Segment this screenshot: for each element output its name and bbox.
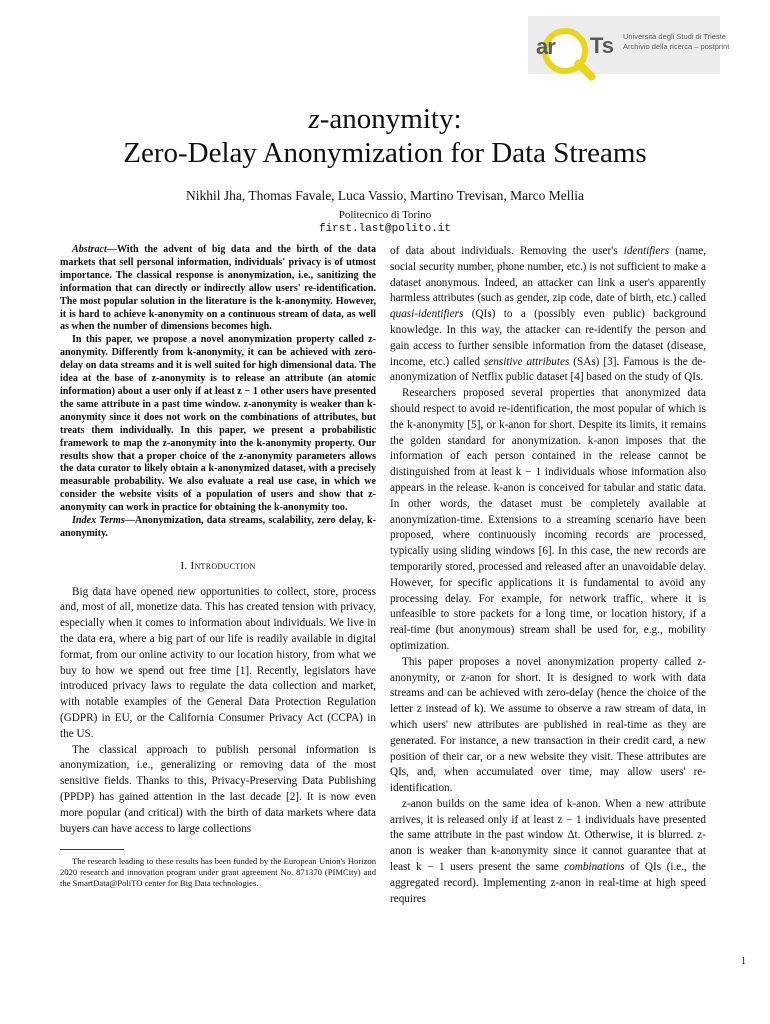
right-column — [390, 244, 706, 907]
author-list: Nikhil Jha, Thomas Favale, Luca Vassio, Martino Trevisan, Marco Mellia — [185, 188, 585, 203]
affiliation: Politecnico di Torino — [338, 209, 432, 221]
right-paragraph-3: This paper proposes a novel anonymization property called z-anonymity, or z-anon for short. It is designed to work with data streams and can be achieved with zero-delay (hence the choice of the letter z instead of k). We assume to observe a raw stream of data, in which users' new attributes are published in real-time as they are generated. For instance, a new transaction in their credit card, a new position of their car, or a new website they visit. These attributes are QIs, and, when accumulated over time, may allow users' re-identification. — [390, 655, 706, 795]
index-terms-text: —Anonymization, data streams, scalability, zero delay, k-anonymity. — [60, 515, 376, 539]
intro-paragraph-2: The classical approach to publish personal information is anonymization, i.e., generalizing or removing data of the most sensitive fields. Thanks to this, Privacy-Preserving Data Publishing (PPDP) has gained attention in the last decade [2]. It is now even more popular (and critical) with the birth of data markets where data buyers can have access to large collections — [60, 743, 376, 835]
text-run: of data about individuals. Removing the user's — [390, 245, 624, 257]
footnote-rule — [60, 849, 124, 850]
author-email[interactable]: first.last@polito.it — [318, 223, 452, 235]
text-run: (QIs) to a (possibly even public) background knowledge. In this way, the attacker can re-identify the person and gain access to further sensible information from the dataset (disease, income, etc.) called — [390, 308, 706, 368]
term-sensitive-attributes: sensitive attributes — [483, 355, 570, 368]
index-terms-lead: Index Terms — [72, 515, 125, 527]
logo-university: Università degli Studi di Trieste — [623, 32, 726, 41]
section-heading-introduction — [60, 559, 376, 575]
section-number: I. — [180, 559, 191, 572]
abstract-paragraph-1 — [60, 244, 376, 334]
abstract — [60, 244, 376, 541]
term-identifiers: identifiers — [623, 245, 670, 257]
text-run: z-anon builds on the same idea of k-anon. When a new attribute arrives, it is released only if at least z − 1 individuals have presented the same attribute in the past window Δt. Otherwise, it is blurred. z-anon is weaker than k-anonymity since it cannot guarantee that at least k − 1 users present the same — [390, 797, 706, 874]
term-quasi-identifiers: quasi-identifiers — [390, 308, 464, 321]
section-title: Introduction — [190, 559, 256, 572]
logo-wordmark-ts: Ts — [590, 33, 615, 58]
arts-logo — [528, 16, 730, 90]
intro-paragraph-1: Big data have opened new opportunities to collect, store, process and, most of all, monetize data. This has created tension with privacy, especially when it comes to information about individuals. We live in the data era, where a big part of our life is readily available in digital format, from our online activity to our location history, from what we buy to how we spend out free time [1]. Recently, legislators have introduced privacy laws to regulate the data collection and market, with notable examples of the General Data Protection Regulation (GDPR) in EU, or the California Consumer Privacy Act (CCPA) in the US. — [60, 585, 376, 740]
left-column — [60, 244, 376, 889]
right-paragraph-1 — [390, 244, 706, 386]
logo-archive: Archivio della ricerca – postprint — [623, 42, 730, 51]
text-run: (name, social security number, phone number, etc.) is not sufficient to make a dataset anonymous. Indeed, an attacker can link a user's apparently harmless attributes (such as gender, zip code, date of birth, etc.) called — [390, 245, 706, 305]
abstract-p1: —With the advent of big data and the birth of the data markets that sell personal information, individuals' privacy is of utmost importance. The classical response is anonymization, i.e., sanitizing the information that can directly or indirectly allow users' re-identification. The most popular solution in the literature is the k-anonymity. However, it is hard to achieve k-anonymity on a continuous stream of data, as well as when the number of dimensions becomes high. — [60, 244, 376, 333]
funding-footnote: The research leading to these results has been funded by the European Union's Horizon 2020 research and innovation program under grant agreement No. 871370 (PIMCity) and the SmartData@PoliTO center for Big Data technologies. — [60, 856, 376, 889]
page-number: 1 — [741, 956, 746, 967]
term-combinations: combinations — [564, 861, 625, 874]
abstract-lead: Abstract — [72, 244, 107, 255]
text-run: of QIs (i.e., the aggregated record). Implementing z-anon in real-time at high speed requires — [390, 861, 707, 905]
paper-title-line2: Zero-Delay Anonymization for Data Streams — [123, 137, 647, 169]
title-variable: z — [308, 103, 320, 135]
right-paragraph-4 — [390, 797, 706, 908]
text-run: (SAs) [3]. Famous is the de-anonymization of Netflix public dataset [4] based on the study of QIs. — [390, 355, 706, 384]
right-paragraph-2: Researchers proposed several properties that anonymized data should respect to avoid re-identification, the most popular of which is the k-anonymity [5], or k-anon for short. Despite its limits, it remains the golden standard for anonymization. k-anon imposes that the information of each person contained in the release cannot be distinguished from at least k − 1 individuals whose information also appears in the release. k-anon is conceived for tabular and static data. In other words, the dataset must be completely available at anonymization-time. Extensions to a streaming scenario have been proposed, where continuously incoming records are processed, typically using sliding windows [6]. In this case, the new records are temporarily stored, processed and released after an unavoidable delay. However, for specific applications it is fundamental to avoid any processing delay. For example, for network traffic, where it is unfeasible to store packets for a long time, or location history, if a real-time (but anonymous) stream shall be used for, e.g., mobility optimization. — [390, 387, 706, 652]
title-line1-text: -anonymity: — [319, 103, 462, 135]
index-terms — [60, 515, 376, 541]
paper-title-line1 — [0, 102, 770, 136]
abstract-paragraph-2: In this paper, we propose a novel anonymization property called z-anonymity. Differently from k-anonymity, it can be achieved with zero-delay on data streams and it is well suited for high dimensional data. The idea at the base of z-anonymity is to release an attribute (an atomic information) about a user only if at least z − 1 other users have presented the same attribute in a past time window. z-anonymity is weaker than k-anonymity since it does not work on the combinations of attributes, but treats them individually. In this paper, we present a probabilistic framework to map the z-anonymity into the k-anonymity property. Our results show that a proper choice of the z-anonymity parameters allows the data curator to likely obtain a k-anonymized dataset, with a precisely measurable probability. We also evaluate a real use case, in which we consider the website visits of a population of users and show that z-anonymity can work in practice for obtaining the k-anonymity too. — [60, 334, 376, 514]
logo-wordmark-ar: ar — [536, 34, 555, 59]
